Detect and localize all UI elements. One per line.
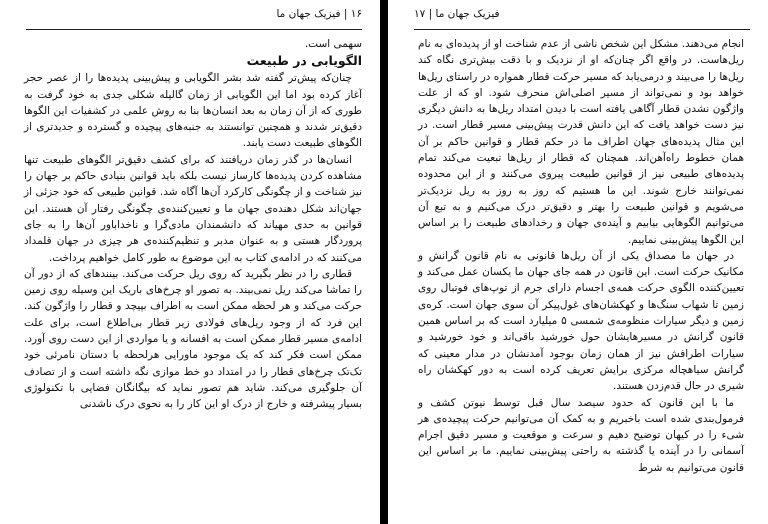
right-page-header: فیزیک جهان ما | ۱۷ [414,8,500,20]
left-paragraph-2: انسان‌ها در گذر زمان دریافتند که برای کشف دقیق‌تر الگوهای طبیعت تنها مشاهده کردن پدیده‌ها کارساز نیست بلکه باید قوانین بنیادی حاکم بر جهان را نیز شناخت و از چگونگی کارکرد آن‌ها آگاه شد. قوانین طبیعی که خود جزئی از جهان‌اند شکل دهنده‌ی جهان ما و تعیین‌کننده‌ی چگونگی رفتار آن هستند. این قوانین به حدی مهیاند که دانشمندان مادی‌گرا و ناخداباور آن‌ها را به جای پروردگار هستی و به عنوان مدبر و تنظیم‌کننده‌ی هر چیزی در جهان قلمداد می‌کنند که در ادامه‌ی کتاب به این موضوع به طور کامل خواهیم پرداخت. [24,153,362,264]
right-paragraph-2: در جهان ما مصداق یکی از آن ریل‌ها قانونی به نام قانون گرانش و مکانیک حرکت است. این قانون در همه جای جهان ما یکسان عمل می‌کند و تعیین‌کننده الگوی حرکت همه‌ی اجسام دارای جرم از توپ‌های فوتبال روی زمین تا شهاب سنگ‌ها و کهکشان‌های غول‌پیکر آن سوی جهان است. کره‌ی زمین و دیگر سیارات منظومه‌ی شمسی ۵ میلیارد است که بر اساس همین قانون گرانش در مسیرهایشان حول خورشید باقی‌اند و خود خورشید و سیارات اطرافش نیز از همان زمان بوجود آمدنشان در مدار معینی که گرانش سیاهچاله مرکزی برایش تعریف کرده است به دور کهکشان راه شیری در حال قدم‌زدن هستند. [418,249,744,393]
right-page-body [418,36,744,476]
left-page-header: ۱۶ | فیزیک جهان ما [276,8,362,20]
section-title: الگویابی در طبیعت [246,53,362,69]
left-paragraph-1: چنان‌که پیش‌تر گفته شد بشر الگویابی و پیش‌بینی پدیده‌ها را از عصر حجر آغاز کرده بود اما این الگویابی از زمان گالیله شکلی جدی به خود گرفت به طوری که از آن زمان به بعد انسان‌ها بنا به روش علمی در کشفیات این الگوها دقیق‌تر شدند و همچنین توانستند به جنبه‌های پیچیده و گسترده و جدیدتری از الگوهای طبیعت دست یابند. [24,72,362,150]
right-page [388,0,768,524]
right-paragraph-1: انجام می‌دهند. مشکل این شخص ناشی از عدم شناخت او از پدیده‌ای به نام ریل‌هاست. در واقع اگر چنان‌که او از نزدیک و با دقت بیش‌تری نگاه کند ریل‌ها را می‌بیند و در‌می‌یابد که مسیر حرکت قطار همواره در راستای ریل‌ها خواهد بود و نمی‌تواند از مسیر اصلی‌اش منحرف شود. او که از علت واژگون نشدن قطار آگاهی یافته است با دیدن امتداد ریل‌ها به دانش دیگری نیز دست خواهد یافت که این دانش قدرت پیش‌بینی مسیر قطار است. در این مثال پدیده‌های جهان اطراف ما در حکم قطار و قوانین حاکم بر آن همان خطوط راه‌آهن‌اند. همچنان که قطار از ریل‌ها تبعیت می‌کند تمام پدیده‌های طبیعی نیز از قوانین طبیعت پیروی می‌کنند و از این محدوده نمی‌توانند خارج شوند. این ما هستیم که روز به روز به ریل نزدیک‌تر می‌شویم و قوانین طبیعت را بهتر و دقیق‌تر درک می‌کنیم و به تبع آن می‌توانیم الگوهایی بیابیم و آینده‌ی جهان و رخدادهای طبیعت را بر اساس این الگوها پیش‌بینی نماییم. [417,38,744,246]
right-header-rule [414,29,750,30]
left-page-body [24,36,362,413]
left-page [0,0,380,524]
right-paragraph-3: ما با این قانون که حدود سیصد سال قبل توسط نیوتن کشف و فرمول‌بندی شده است باخبریم و به کمک آن می‌توانیم حرکت پیچیده‌ی هر شیء را در کیهان توضیح دهیم و سرعت و موقعیت و مسیر دقیق اجرام آسمانی را در آینده یا گذشته به راحتی پیش‌بینی نماییم. ما بر اساس این قانون می‌توانیم به شرط [418,396,744,474]
left-continuation-text: سهمی است. [304,38,362,50]
left-paragraph-3: قطاری را در نظر بگیرید که روی ریل حرکت می‌کند. بینندهای که از دور آن را تماشا می‌کند ریل نمی‌بیند. به تصور او چرخ‌های باریک این وسیله روی زمین حرکت می‌کند و هر لحظه ممکن است به اطراف بپیچد و قطار را واژگون کند. این فرد که از وجود ریل‌های فولادی زیر قطار بی‌اطلاع است، برای علت ادامه‌ی مسیر قطار ممکن است به افسانه و یا مواردی از این دست روی آورد. ممکن است فکر کند که یک موجود ماورایی هرلحظه با دستان نامرئی خود تک‌تک چرخ‌های قطار را در امتداد دو خط موازی نگه داشته است و از تصادف آن جلوگیری می‌کند. شاید هم تصور نماید که بیگانگان فضایی با تکنولوژی بسیار پیشرفته و خارج از درک او این کار را به نحوی درک ناشدنی [24,267,362,411]
left-header-rule [26,29,362,30]
